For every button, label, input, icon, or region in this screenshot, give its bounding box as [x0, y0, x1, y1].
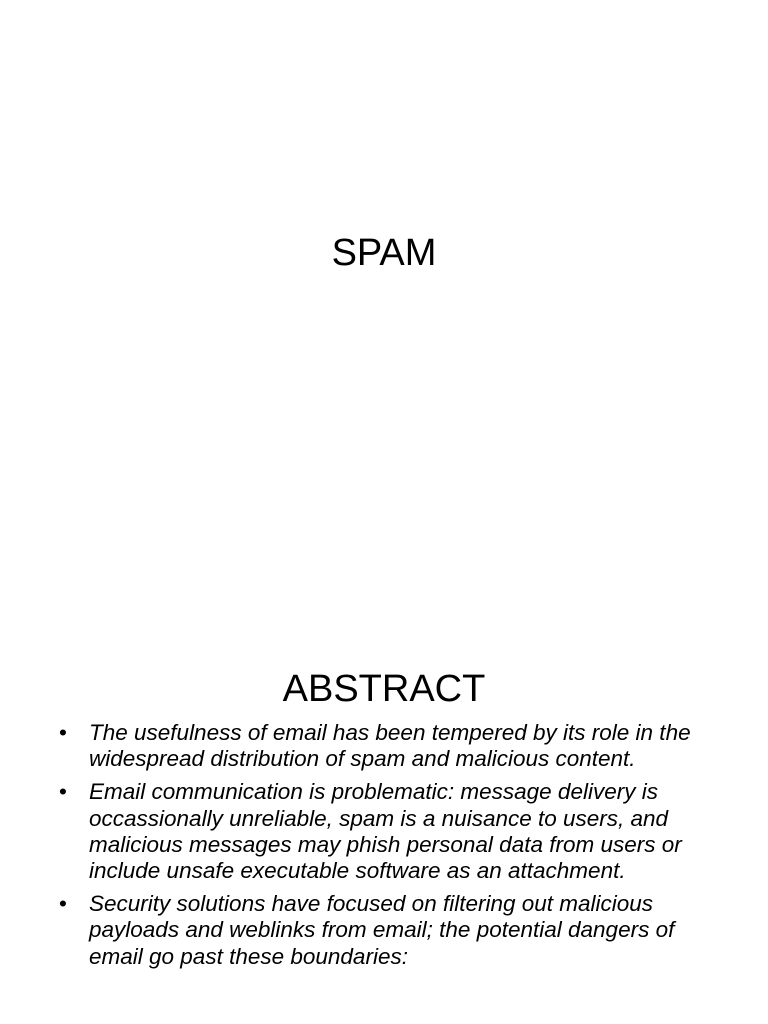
- bullet-item: [58, 891, 718, 970]
- bullet-item: [58, 779, 718, 884]
- bullet-item: [58, 720, 718, 772]
- bullet-dot-icon: •: [59, 891, 67, 917]
- slide-title: SPAM: [331, 232, 437, 274]
- section-title: ABSTRACT: [282, 668, 486, 710]
- bullet-text: The usefulness of email has been tempered by its role in the widespread distribution of spam and malicious content.: [89, 720, 691, 772]
- bullet-text: Security solutions have focused on filtering out malicious payloads and weblinks from email; the potential dangers of email go past these boundaries:: [89, 891, 675, 969]
- abstract-slide: [0, 578, 768, 1024]
- bullet-dot-icon: •: [59, 779, 67, 805]
- bullet-text: Email communication is problematic: message delivery is occassionally unreliable, spam is a nuisance to users, and malicious messages may phish personal data from users or include unsafe executable software as an attachment.: [89, 779, 682, 884]
- bullet-dot-icon: •: [59, 720, 67, 745]
- bullet-list: [58, 720, 718, 977]
